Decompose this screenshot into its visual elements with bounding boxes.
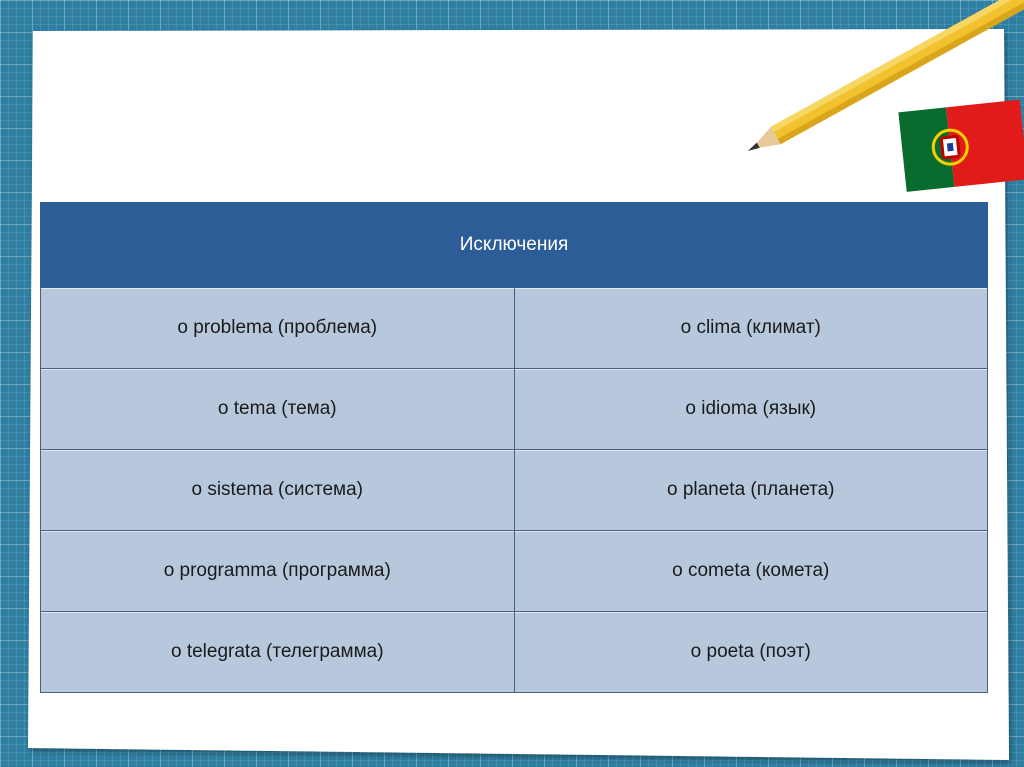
exceptions-table-container xyxy=(40,202,988,693)
table-row xyxy=(41,612,988,693)
table-row xyxy=(41,369,988,450)
table-header: Исключения xyxy=(41,203,988,288)
table-cell-left: o sistema (система) xyxy=(41,450,515,531)
table-cell-right: o cometa (комета) xyxy=(514,531,988,612)
table-cell-right: o clima (климат) xyxy=(514,288,988,369)
table-cell-left: o programma (программа) xyxy=(41,531,515,612)
table-cell-right: o planeta (планета) xyxy=(514,450,988,531)
portugal-flag-icon xyxy=(898,96,1024,192)
table-cell-left: o telegrata (телеграмма) xyxy=(41,612,515,693)
table-cell-right: o idioma (язык) xyxy=(514,369,988,450)
table-cell-left: o problema (проблема) xyxy=(41,288,515,369)
table-cell-right: o poeta (поэт) xyxy=(514,612,988,693)
table-cell-left: o tema (тема) xyxy=(41,369,515,450)
exceptions-table xyxy=(40,202,988,693)
table-row xyxy=(41,531,988,612)
table-row xyxy=(41,450,988,531)
table-row xyxy=(41,288,988,369)
table-header-row xyxy=(41,203,988,288)
